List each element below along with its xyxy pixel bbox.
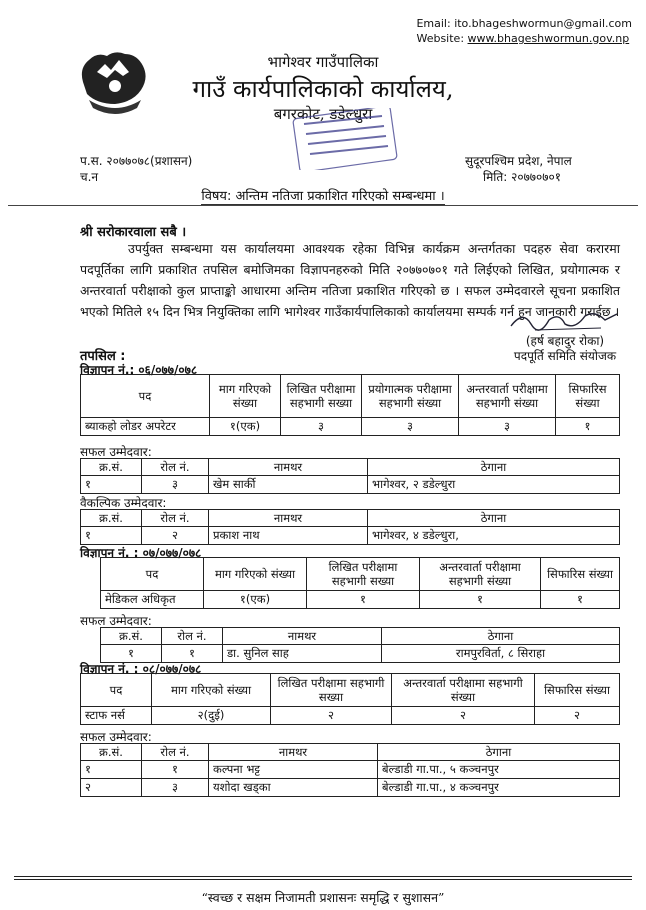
- cell-roll: १: [142, 761, 209, 779]
- col-post: पद: [101, 558, 204, 591]
- cell-address: भागेश्वर, २ डडेल्धुरा: [368, 476, 620, 494]
- col-post: पद: [81, 674, 152, 707]
- cell-name: खेम सार्की: [209, 476, 368, 494]
- province-text: सुदूरपश्चिम प्रदेश, नेपाल: [465, 154, 572, 168]
- cell-name: प्रकाश नाथ: [209, 527, 368, 545]
- col-recommend: सिफारिस संख्या: [541, 558, 620, 591]
- body-paragraph: उपर्युक्त सम्बन्धमा यस कार्यालयमा आवश्यक रहेका विभिन्न कार्यक्रम अन्तर्गतका पदहरु सेवा करारमा पदपूर्तिका लागि प्रकाशित तपसिल बमोजिमका विज्ञापनहरुको मिति २०७७०७०१ गते लिईएको लिखित, प्रयोगात्मक र अन्तरवार्ता परीक्षाको कुल प्राप्ताङ्को आधारमा अन्तिम नतिजा प्रकाशित गरिएको छ । सफल उम्मेदवारले सूचना प्रकाशित भएको मितिले १५ दिन भित्र नियुक्तिका लागि भागेश्वर गाउँकार्यपालिकाको कार्यालयमा सम्पर्क गर्न हुन जानकारी गराईछ ।: [80, 241, 620, 319]
- cell-interview: २: [392, 707, 535, 725]
- footer-motto: “स्वच्छ र सक्षम निजामती प्रशासनः समृद्धि र सुशासन”: [201, 890, 445, 905]
- table-header-row: [101, 628, 620, 645]
- ad1-successful-table: [80, 458, 620, 494]
- reference-number: प.स. २०७७०७८(प्रशासन): [80, 154, 193, 168]
- cell-post: स्टाफ नर्स: [81, 707, 152, 725]
- cell-practical: ३: [362, 418, 459, 436]
- cell-address: भागेश्वर, ४ डडेल्धुरा,: [368, 527, 620, 545]
- date-text: मिति: २०७७०७०१: [483, 170, 562, 184]
- cell-recommend: १: [541, 591, 620, 609]
- col-name: नामथर: [209, 744, 378, 761]
- col-name: नामथर: [223, 628, 382, 645]
- dispatch-number: च.न: [80, 170, 99, 184]
- cell-name: डा. सुनिल साह: [223, 645, 382, 663]
- table-header-row: [81, 375, 620, 418]
- table-row: [81, 761, 620, 779]
- signatory-name: (हर्ष बहादुर रोका): [525, 334, 605, 348]
- col-practical: प्रयोगात्मक परीक्षामा सहभागी संख्या: [362, 375, 459, 418]
- table-row: [81, 527, 620, 545]
- col-recommend: सिफारिस संख्या: [556, 375, 620, 418]
- col-written: लिखित परीक्षामा सहभागी सख्या: [281, 375, 362, 418]
- ad1-alternate-label: वैकल्पिक उम्मेदवार:: [80, 496, 167, 510]
- cell-name: यशोदा खड्का: [209, 779, 378, 797]
- ad3-summary-table: [80, 673, 620, 725]
- cell-demand: १(एक): [210, 418, 281, 436]
- ad1-alternate-table: [80, 509, 620, 545]
- col-roll: रोल नं.: [142, 510, 209, 527]
- contact-block: [416, 16, 632, 46]
- col-sn: क्र.सं.: [81, 510, 142, 527]
- cell-demand: २(दुई): [152, 707, 271, 725]
- ad3-successful-table: [80, 743, 620, 797]
- col-demand: माग गरिएको संख्या: [152, 674, 271, 707]
- website-line: [416, 31, 632, 46]
- col-post: पद: [81, 375, 210, 418]
- cell-roll: ३: [142, 779, 209, 797]
- cell-written: १: [307, 591, 420, 609]
- website-label: Website:: [416, 32, 468, 45]
- table-row: [81, 707, 620, 725]
- ad3-successful-label: सफल उम्मेदवार:: [80, 730, 152, 744]
- office-stamp-icon: [292, 108, 398, 170]
- cell-name: कल्पना भट्ट: [209, 761, 378, 779]
- municipality-name: भागेश्वर गाउँपालिका: [267, 53, 379, 71]
- table-header-row: [81, 674, 620, 707]
- cell-sn: १: [101, 645, 162, 663]
- signatory-block: [490, 334, 640, 364]
- signature-icon: [505, 306, 625, 336]
- col-sn: क्र.सं.: [101, 628, 162, 645]
- ad2-title: विज्ञापन नं. : ०७/०७७/०७८: [80, 546, 202, 560]
- table-row: [81, 779, 620, 797]
- col-roll: रोल नं.: [142, 459, 209, 476]
- cell-roll: ३: [142, 476, 209, 494]
- table-header-row: [81, 744, 620, 761]
- table-row: [81, 418, 620, 436]
- email-text: Email: ito.bhageshwormun@gmail.com: [416, 17, 632, 30]
- col-address: ठेगाना: [382, 628, 620, 645]
- cell-roll: १: [162, 645, 223, 663]
- office-address: बगरकोट, डडेल्धुरा: [273, 105, 373, 123]
- col-roll: रोल नं.: [142, 744, 209, 761]
- divider: [8, 205, 638, 206]
- cell-sn: २: [81, 779, 142, 797]
- cell-post: मेडिकल अधिकृत: [101, 591, 204, 609]
- cell-sn: १: [81, 527, 142, 545]
- table-row: [81, 476, 620, 494]
- cell-demand: १(एक): [204, 591, 307, 609]
- cell-address: रामपुरविर्ता, ८ सिराहा: [382, 645, 620, 663]
- cell-address: बेल्डाडी गा.पा., ५ कञ्चनपुर: [378, 761, 620, 779]
- ad2-summary-table: [100, 557, 620, 609]
- col-interview: अन्तरवार्ता परीक्षामा सहभागी संख्या: [459, 375, 556, 418]
- cell-written: २: [271, 707, 392, 725]
- col-recommend: सिफारिस संख्या: [535, 674, 620, 707]
- cell-roll: २: [142, 527, 209, 545]
- ad1-summary-table: [80, 374, 620, 436]
- col-written: लिखित परीक्षामा सहभागी सख्या: [307, 558, 420, 591]
- salutation: श्री सरोकारवाला सबै ।: [80, 225, 187, 240]
- cell-sn: १: [81, 476, 142, 494]
- office-title: गाउँ कार्यपालिकाको कार्यालय,: [192, 75, 454, 103]
- col-address: ठेगाना: [368, 510, 620, 527]
- cell-address: बेल्डाडी गा.पा., ४ कञ्चनपुर: [378, 779, 620, 797]
- tapsil-heading: तपसिल :: [80, 349, 126, 364]
- ad1-title: विज्ञापन नं.: ०६/०७७/०७८: [80, 363, 198, 377]
- col-address: ठेगाना: [378, 744, 620, 761]
- col-name: नामथर: [209, 459, 368, 476]
- col-demand: माग गरिएको संख्या: [204, 558, 307, 591]
- table-row: [101, 591, 620, 609]
- ad2-successful-table: [100, 627, 620, 663]
- subject-text: विषय: अन्तिम नतिजा प्रकाशित गरिएको सम्बन्धमा ।: [201, 189, 445, 204]
- col-sn: क्र.सं.: [81, 744, 142, 761]
- table-header-row: [101, 558, 620, 591]
- signatory-title: पदपूर्ति समिति संयोजक: [513, 349, 617, 363]
- cell-recommend: २: [535, 707, 620, 725]
- cell-post: ब्याकहो लोडर अपरेटर: [81, 418, 210, 436]
- ad2-successful-label: सफल उम्मेदवार:: [80, 614, 152, 628]
- cell-interview: ३: [459, 418, 556, 436]
- footer-rule: [14, 879, 632, 880]
- col-roll: रोल नं.: [162, 628, 223, 645]
- table-header-row: [81, 459, 620, 476]
- col-interview: अन्तरवार्ता परीक्षामा सहभागी संख्या: [420, 558, 541, 591]
- table-header-row: [81, 510, 620, 527]
- footer-rule: [14, 876, 632, 877]
- col-written: लिखित परीक्षामा सहभागी सख्या: [271, 674, 392, 707]
- cell-sn: १: [81, 761, 142, 779]
- ad3-title: विज्ञापन नं. : ०८/०७७/०७८: [80, 662, 202, 676]
- website-link[interactable]: www.bhageshwormun.gov.np: [467, 32, 630, 45]
- cell-interview: १: [420, 591, 541, 609]
- col-demand: माग गरिएको संख्या: [210, 375, 281, 418]
- col-address: ठेगाना: [368, 459, 620, 476]
- ad1-successful-label: सफल उम्मेदवार:: [80, 445, 152, 459]
- col-name: नामथर: [209, 510, 368, 527]
- subject-line: [0, 186, 646, 204]
- cell-written: ३: [281, 418, 362, 436]
- col-sn: क्र.सं.: [81, 459, 142, 476]
- col-interview: अन्तरवार्ता परीक्षामा सहभागी संख्या: [392, 674, 535, 707]
- cell-recommend: १: [556, 418, 620, 436]
